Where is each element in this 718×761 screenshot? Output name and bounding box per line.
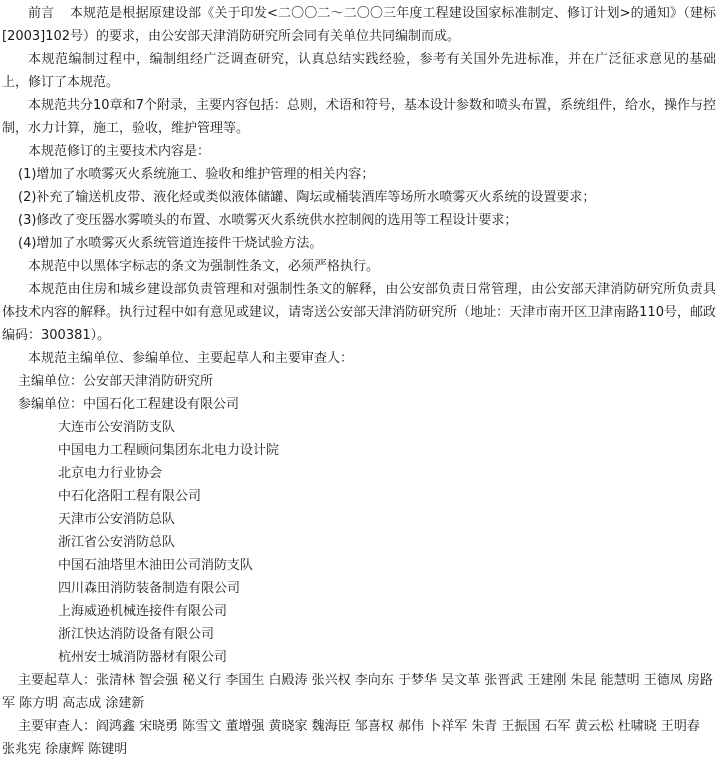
drafters-names: 张清林 智会强 秘义行 李国生 白殿涛 张兴权 李向东 于梦华 吴文革 张晋武 王建刚 朱昆 能慧明 王德凤 房路军 陈方明 高志成 涂建新: [2, 673, 713, 711]
participating-unit: 中国石油塔里木油田公司消防支队: [58, 558, 254, 573]
participating-unit: 中石化洛阳工程有限公司: [58, 489, 202, 504]
drafters-paragraph: [2, 669, 716, 715]
paragraph-management: 本规范由住房和城乡建设部负责管理和对强制性条文的解释，由公安部负责日常管理，由公安部天津消防研究所负责具体技术内容的解释。执行过程中如有意见或建议，请寄送公安部天津消防研究所（地址：天津市南开区卫津南路110号，邮政编码：300381）。: [2, 282, 716, 343]
drafters-label: 主要起草人：: [18, 673, 97, 688]
revision-item: (4)增加了水喷雾灭火系统管道连接件干烧试验方法。: [18, 236, 323, 251]
paragraph-compilation: 本规范编制过程中，编制组经广泛调查研究，认真总结实践经验，参考有关国外先进标准，并在广泛征求意见的基础上，修订了本规范。: [2, 52, 716, 90]
participating-unit: 四川森田消防装备制造有限公司: [58, 581, 241, 596]
reviewers-paragraph: [2, 715, 716, 761]
reviewers-label: 主要审查人：: [18, 719, 97, 734]
participating-unit: 天津市公安消防总队: [58, 512, 176, 527]
participating-unit: 浙江省公安消防总队: [58, 535, 176, 550]
paragraph-revisions-intro: 本规范修订的主要技术内容是：: [28, 144, 211, 159]
intro-paragraph: [2, 2, 716, 48]
participating-unit-line: [2, 393, 716, 416]
paragraph-mandatory: 本规范中以黑体字标志的条文为强制性条文，必须严格执行。: [28, 259, 380, 274]
chief-unit-line: [2, 370, 716, 393]
participating-unit: 上海威逊机械连接件有限公司: [58, 604, 228, 619]
participating-unit: 北京电力行业协会: [58, 466, 163, 481]
participating-unit: 浙江快达消防设备有限公司: [58, 627, 215, 642]
paragraph-contents: 本规范共分10章和7个附录，主要内容包括：总则，术语和符号，基本设计参数和喷头布置，系统组件，给水，操作与控制，水力计算，施工，验收，维护管理等。: [2, 98, 716, 136]
preface-heading: 前言: [28, 6, 55, 21]
units-section: [2, 370, 716, 669]
paragraph-units-intro: 本规范主编单位、参编单位、主要起草人和主要审查人：: [28, 351, 354, 366]
revision-item: (2)补充了输送机皮带、液化烃或类似液体储罐、陶坛或桶装酒库等场所水喷雾灭火系统的设置要求；: [18, 190, 596, 205]
intro-text: 本规范是根据原建设部《关于印发<二〇〇二～二〇〇三年度工程建设国家标准制定、修订计划>的通知》（建标[2003]102号）的要求，由公安部天津消防研究所会同有关单位共同编制而成。: [2, 6, 716, 44]
reviewers-names: 阎鸿鑫 宋晓勇 陈雪文 董增强 黄晓家 魏海臣 邹喜权 郝伟 卜祥军 朱青 王振国 石军 黄云松 杜啸晓 王明春 张兆宪 徐康辉 陈键明: [2, 719, 700, 757]
chief-unit-label: 主编单位：: [18, 374, 84, 389]
revision-item: (3)修改了变压器水雾喷头的布置、水喷雾灭火系统供水控制阀的选用等工程设计要求；: [18, 213, 518, 228]
participating-unit: 杭州安士城消防器材有限公司: [58, 650, 228, 665]
participating-unit: 大连市公安消防支队: [58, 420, 176, 435]
revision-item: (1)增加了水喷雾灭火系统施工、验收和维护管理的相关内容；: [18, 167, 375, 182]
participating-unit-value: 中国石化工程建设有限公司: [83, 397, 240, 412]
chief-unit-value: 公安部天津消防研究所: [83, 374, 214, 389]
participating-unit-label: 参编单位：: [18, 397, 84, 412]
participating-unit: 中国电力工程顾问集团东北电力设计院: [58, 443, 280, 458]
